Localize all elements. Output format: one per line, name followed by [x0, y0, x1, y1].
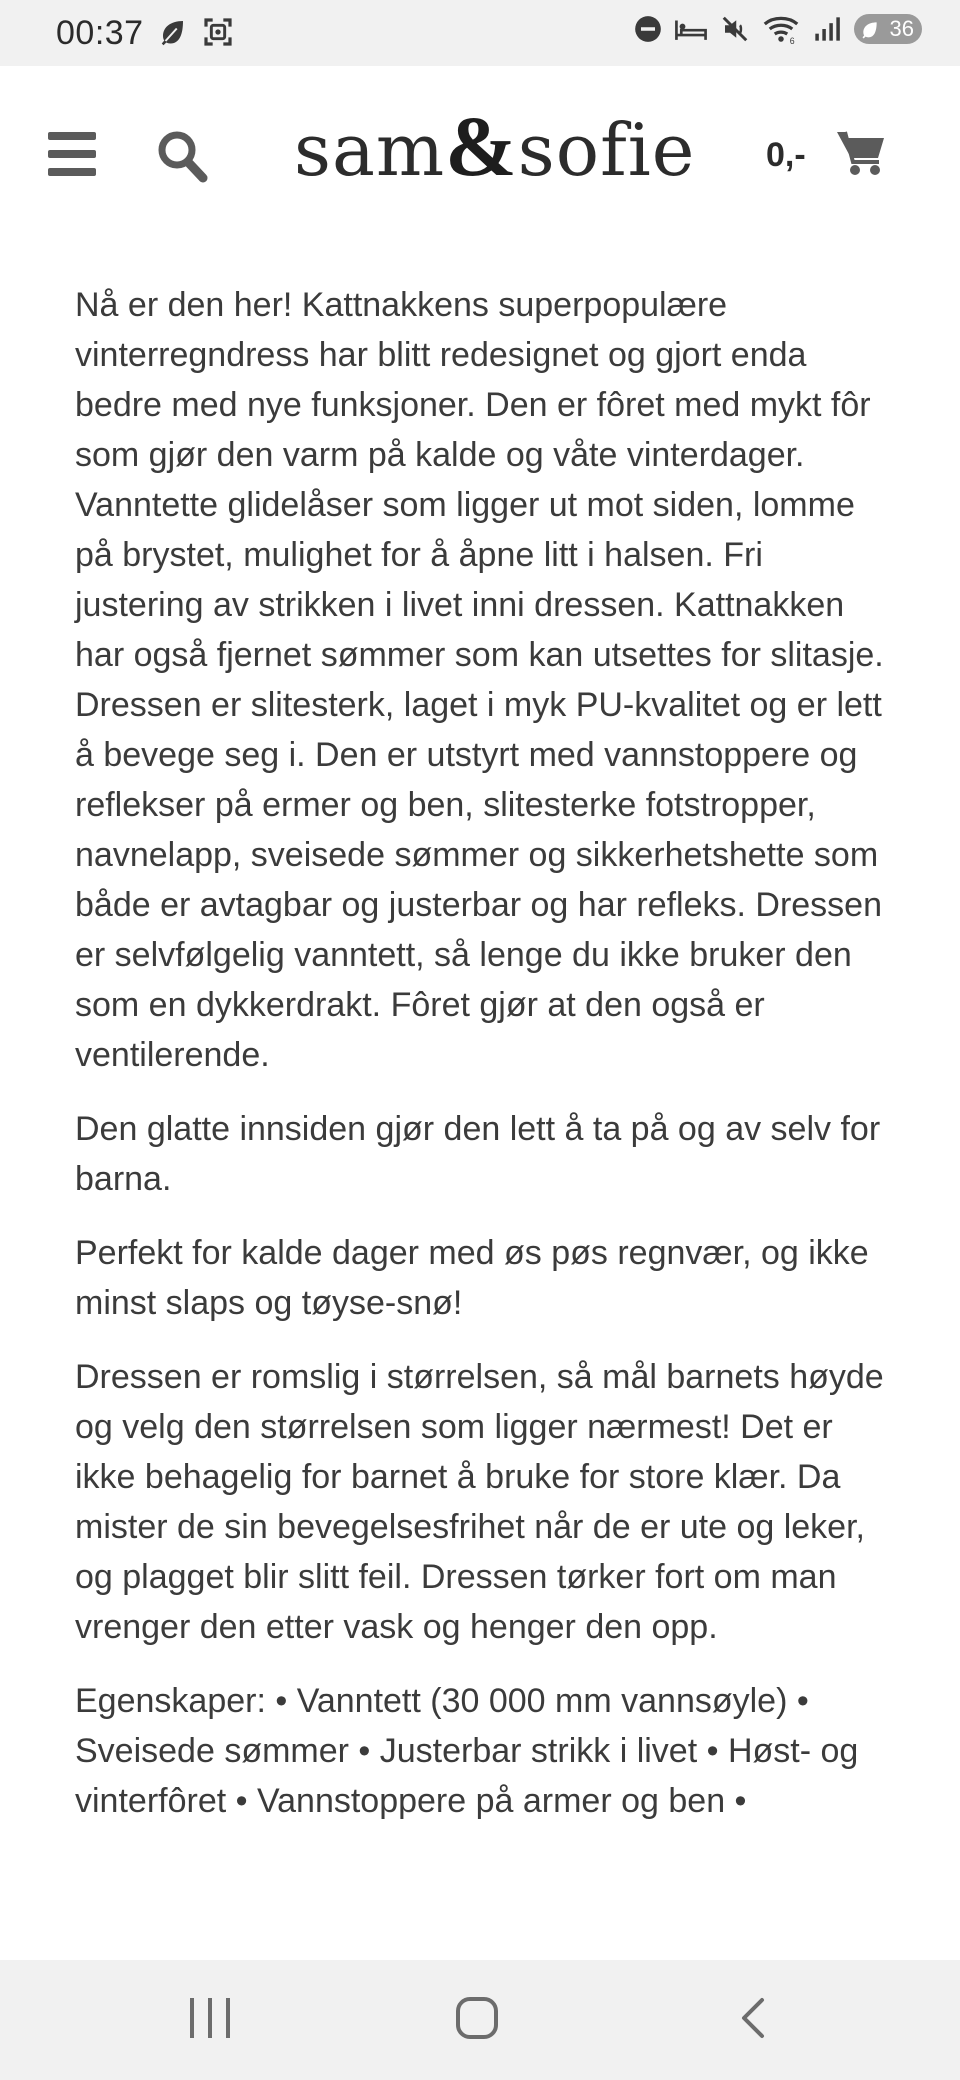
signal-icon: [812, 15, 842, 43]
battery-indicator: [854, 14, 922, 44]
menu-button[interactable]: [48, 132, 96, 176]
leaf-icon: [158, 16, 188, 46]
navigation-bar: [0, 1960, 960, 2080]
bed-icon: [674, 15, 708, 43]
logo-text-right: sofie: [517, 108, 696, 192]
logo-text-left: sam: [294, 108, 446, 192]
do-not-disturb-icon: [634, 15, 662, 43]
search-icon[interactable]: [155, 128, 209, 184]
recent-bar: [226, 1998, 230, 2038]
menu-line: [48, 132, 96, 140]
status-left-icons: [158, 16, 234, 48]
status-bar: [0, 0, 960, 66]
home-button[interactable]: [456, 1997, 498, 2039]
description-paragraph: Nå er den her! Kattnakkens superpopulære vinterregndress har blitt redesignet og gjort enda bedre med nye funksjoner. Den er fôret med mykt fôr som gjør den varm på kalde og våte vinterdager. Vanntette glidelåser som ligger ut mot siden, lomme på brystet, mulighet for å åpne litt i halsen. Fri justering av strikken i livet inni dressen. Kattnakken har også fjernet sømmer som kan utsettes for slitasje. Dressen er slitesterk, laget i myk PU-kvalitet og er lett å bevege seg i. Den er utstyrt med vannstoppere og reflekser på ermer og ben, slitesterke fotstropper, navnelapp, sveisede sømmer og sikkerhetshette som både er avtagbar og justerbar og har refleks. Dressen er selvfølgelig vanntett, så lenge du ikke bruker den som en dykkerdrakt. Fôret gjør at den også er ventilerende.: [75, 286, 884, 1074]
status-right-icons: [634, 14, 922, 44]
status-time: 00:37: [56, 14, 144, 52]
description-paragraph: Dressen er romslig i størrelsen, så mål barnets høyde og velg den størrelsen som ligger nærmest! Det er ikke behagelig for barnet å bruke for store klær. Da mister de sin bevegelsesfrihet når de er ute og leker, og plagget blir slitt feil. Dressen tørker fort om man vrenger den etter vask og henger den opp.: [75, 1358, 884, 1646]
recent-bar: [208, 1998, 212, 2038]
menu-line: [48, 168, 96, 176]
cart-total[interactable]: 0,-: [766, 136, 806, 174]
wifi-icon: [762, 14, 800, 44]
description-paragraph: Den glatte innsiden gjør den lett å ta på og av selv for barna.: [75, 1110, 881, 1198]
shopping-cart-icon[interactable]: [835, 126, 887, 178]
recent-apps-button[interactable]: [190, 1998, 230, 2038]
screenshot-icon: [202, 16, 234, 48]
logo-ampersand: &: [445, 98, 518, 194]
back-icon[interactable]: [732, 1996, 776, 2040]
site-logo[interactable]: [294, 96, 695, 196]
battery-saver-icon: [860, 18, 880, 40]
menu-line: [48, 150, 96, 158]
product-description: [75, 280, 895, 1850]
features-paragraph: Egenskaper: • Vanntett (30 000 mm vannsøyle) • Sveisede sømmer • Justerbar strikk i livet • Høst- og vinterfôret • Vannstoppere på armer og ben •: [75, 1682, 859, 1820]
site-header: [0, 66, 960, 246]
description-paragraph: Perfekt for kalde dager med øs pøs regnvær, og ikke minst slaps og tøyse-snø!: [75, 1234, 869, 1322]
mute-icon: [720, 14, 750, 44]
svg-text:6: 6: [789, 36, 795, 44]
battery-level: 36: [889, 16, 914, 41]
recent-bar: [190, 1998, 194, 2038]
